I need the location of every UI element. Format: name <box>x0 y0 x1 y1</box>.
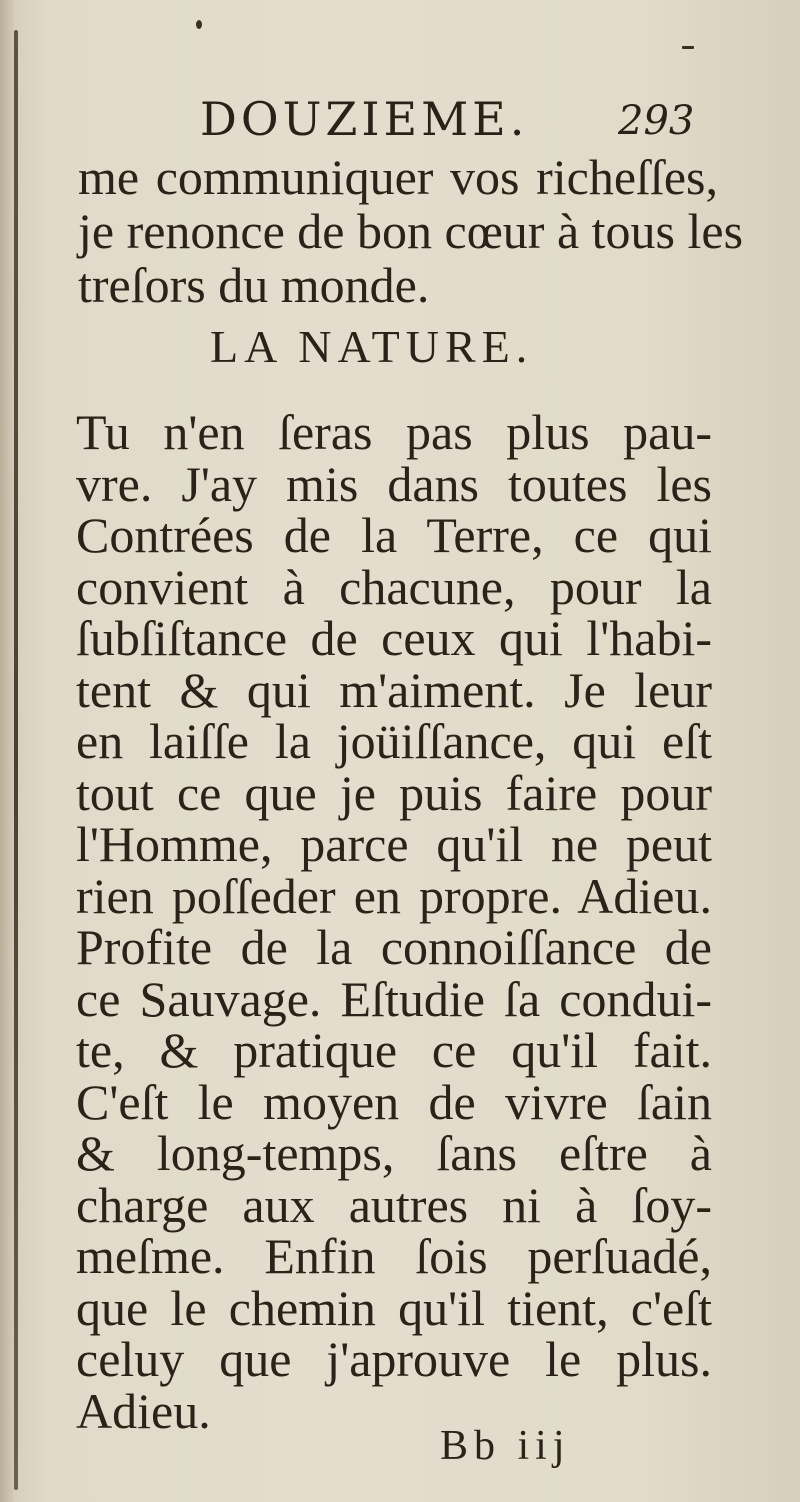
text-line: Tu n'en ſeras pas plus pau- <box>76 404 712 460</box>
carryover-paragraph <box>78 149 744 313</box>
speaker-heading: LA NATURE. <box>210 321 534 372</box>
text-line: charge aux autres ni à ſoy- <box>76 1176 712 1233</box>
text-line: me communiquer vos richeſſes, <box>78 149 718 205</box>
text-line: C'eſt le moyen de vivre ſain <box>76 1073 712 1130</box>
text-line: vre. J'ay mis dans toutes les <box>76 455 712 512</box>
text-line: ſubſiſtance de ceux qui l'habi- <box>76 610 712 666</box>
text-line: te, & pratique ce qu'il fait. <box>76 1022 712 1078</box>
binding-edge <box>14 30 18 1490</box>
speech-paragraph <box>76 404 712 1439</box>
text-line: tent & qui m'aiment. Je leur <box>76 661 712 718</box>
text-line: que le chemin qu'il tient, c'eſt <box>76 1279 712 1336</box>
running-head <box>0 92 800 152</box>
text-line: Profite de la connoiſſance de <box>76 919 712 975</box>
ink-speck <box>196 20 202 29</box>
text-line: & long-temps, ſans eſtre à <box>76 1125 712 1181</box>
text-line: rien poſſeder en propre. Adieu. <box>76 867 712 924</box>
text-line: en laiſſe la joüiſſance, qui eſt <box>76 713 712 769</box>
text-line: convient à chacune, pour la <box>76 558 712 615</box>
text-line: Adieu. <box>76 1382 211 1439</box>
text-line: tout ce que je puis faire pour <box>76 764 712 821</box>
page-gutter <box>0 0 14 1502</box>
page-number: 293 <box>618 98 695 144</box>
text-line: ce Sauvage. Eſtudie ſa condui- <box>76 970 712 1027</box>
text-line: treſors du monde. <box>78 257 430 313</box>
text-line: celuy que j'aprouve le plus. <box>76 1331 712 1387</box>
text-line: meſme. Enfin ſois perſuadé, <box>76 1228 712 1284</box>
text-line: Contrées de la Terre, ce qui <box>76 507 712 563</box>
text-line: l'Homme, parce qu'il ne peut <box>76 816 712 872</box>
signature-mark: Bb iij <box>440 1423 571 1469</box>
running-title: DOUZIEME. <box>200 92 529 146</box>
text-line: je renonce de bon cœur à tous les <box>78 203 744 259</box>
ink-speck <box>682 46 694 49</box>
